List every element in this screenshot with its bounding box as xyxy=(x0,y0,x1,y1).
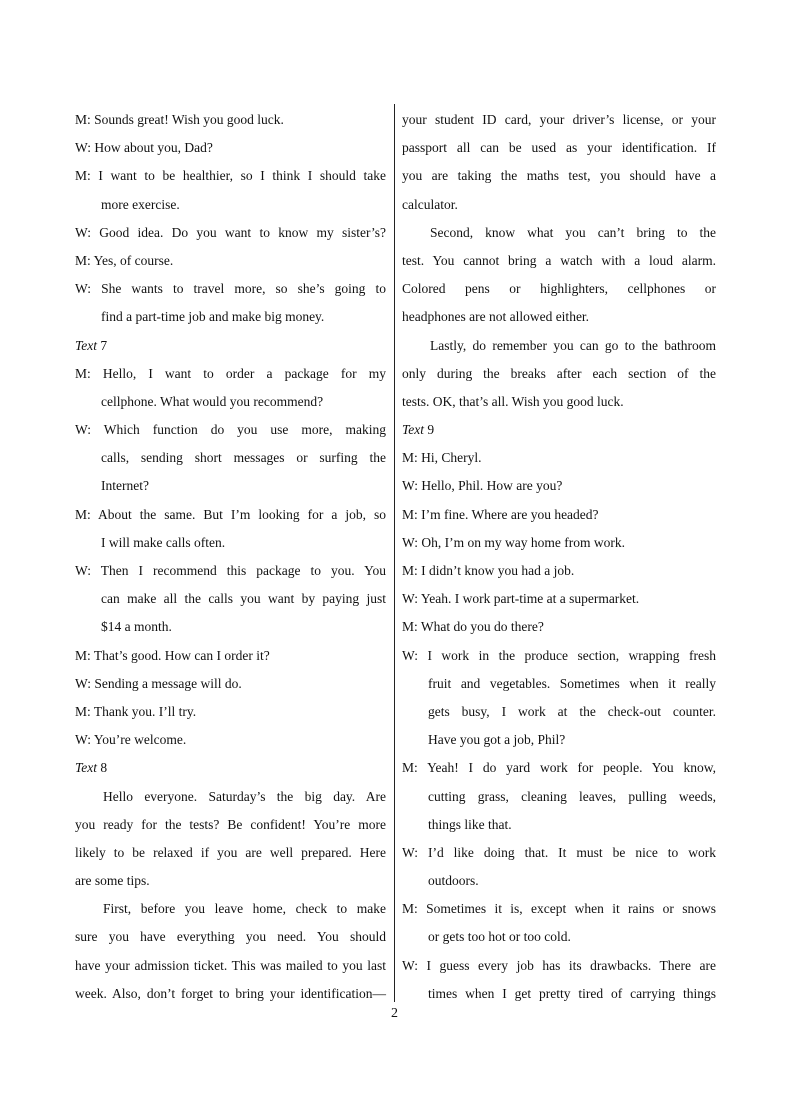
text-line: headphones are not allowed either. xyxy=(402,309,590,325)
text-line: M: Hello, I want to order a package for my xyxy=(75,365,386,381)
text-line: find a part-time job and make big money. xyxy=(101,309,325,325)
text-line: W: Yeah. I work part-time at a supermarket. xyxy=(402,591,640,607)
column-divider xyxy=(394,104,395,1002)
text-line: M: I’m fine. Where are you headed? xyxy=(402,506,599,522)
section-heading xyxy=(75,754,386,782)
text-line: can make all the calls you want by paying just xyxy=(101,591,386,607)
text-line: M: Hi, Cheryl. xyxy=(402,450,482,466)
text-line: passport all can be used as your identification. If xyxy=(402,140,716,156)
text-line: test. You cannot bring a watch with a loud alarm. xyxy=(402,252,716,268)
text-line: W: Hello, Phil. How are you? xyxy=(402,478,563,494)
text-line: are some tips. xyxy=(75,873,150,889)
text-line: outdoors. xyxy=(428,873,479,889)
section-heading-number: 7 xyxy=(100,337,108,353)
text-line: W: Good idea. Do you want to know my sister’s? xyxy=(75,224,386,240)
text-line: M: I want to be healthier, so I think I should take xyxy=(75,168,386,184)
page-number: 2 xyxy=(391,1006,398,1021)
text-line: or gets too hot or too cold. xyxy=(428,929,571,945)
text-line: you are taking the maths test, you should have a xyxy=(402,168,716,184)
text-line: gets busy, I work at the check-out counter. xyxy=(428,703,716,719)
text-line: likely to be relaxed if you are well prepared. Here xyxy=(75,844,386,860)
section-heading xyxy=(402,416,716,444)
text-line: have your admission ticket. This was mailed to you last xyxy=(75,957,386,973)
text-line: Lastly, do remember you can go to the bathroom xyxy=(430,337,716,353)
text-line: only during the breaks after each section of the xyxy=(402,365,716,381)
text-line: First, before you leave home, check to make xyxy=(103,901,386,917)
text-line: M: What do you do there? xyxy=(402,619,544,635)
text-line: M: I didn’t know you had a job. xyxy=(402,563,575,578)
text-line: M: Thank you. I’ll try. xyxy=(75,703,197,719)
text-line: Second, know what you can’t bring to the xyxy=(430,224,716,240)
text-line: your student ID card, your driver’s license, or your xyxy=(402,112,716,127)
text-line: W: Which function do you use more, making xyxy=(75,422,386,438)
text-line: Have you got a job, Phil? xyxy=(428,732,566,748)
text-line: M: Sometimes it is, except when it rains or snows xyxy=(402,901,716,917)
text-line: week. Also, don’t forget to bring your identification— xyxy=(75,985,386,1001)
text-line: W: Sending a message will do. xyxy=(75,675,242,691)
text-line: cellphone. What would you recommend? xyxy=(101,393,324,409)
section-heading xyxy=(75,332,386,360)
section-heading-label: Text xyxy=(75,760,98,776)
text-line: sure you have everything you need. You should xyxy=(75,929,386,945)
text-line: M: Sounds great! Wish you good luck. xyxy=(75,112,284,127)
text-line: Internet? xyxy=(101,478,149,494)
text-line: W: Then I recommend this package to you. You xyxy=(75,563,386,578)
text-line: M: That’s good. How can I order it? xyxy=(75,647,270,663)
section-heading-label: Text xyxy=(75,337,98,353)
text-line: Hello everyone. Saturday’s the big day. Are xyxy=(103,788,386,804)
text-line: M: Yeah! I do yard work for people. You know, xyxy=(402,760,716,776)
text-line: tests. OK, that’s all. Wish you good luck. xyxy=(402,393,624,409)
text-line: W: You’re welcome. xyxy=(75,732,187,748)
text-line: calculator. xyxy=(402,196,458,212)
text-line: W: How about you, Dad? xyxy=(75,140,213,156)
text-line: $14 a month. xyxy=(101,619,172,635)
text-line: you ready for the tests? Be confident! You’re more xyxy=(75,816,386,832)
text-line: M: About the same. But I’m looking for a job, so xyxy=(75,506,386,522)
text-line: calls, sending short messages or surfing the xyxy=(101,450,386,466)
left-column xyxy=(75,106,386,1008)
text-line: W: I guess every job has its drawbacks. There are xyxy=(402,957,716,973)
text-line: more exercise. xyxy=(101,196,180,212)
text-line: M: Yes, of course. xyxy=(75,252,174,268)
text-line: W: I’d like doing that. It must be nice to work xyxy=(402,844,716,860)
text-line: fruit and vegetables. Sometimes when it really xyxy=(428,675,716,691)
text-line: W: Oh, I’m on my way home from work. xyxy=(402,534,625,550)
text-line: Colored pens or highlighters, cellphones or xyxy=(402,281,716,297)
text-line: W: She wants to travel more, so she’s going to xyxy=(75,281,386,297)
text-line: things like that. xyxy=(428,816,512,832)
section-heading-number: 9 xyxy=(427,422,435,438)
right-column xyxy=(402,106,716,1008)
section-heading-number: 8 xyxy=(100,760,108,776)
text-line: cutting grass, cleaning leaves, pulling weeds, xyxy=(428,788,716,804)
text-line: W: I work in the produce section, wrapping fresh xyxy=(402,647,716,663)
text-line: times when I get pretty tired of carrying things xyxy=(428,985,716,1001)
section-heading-label: Text xyxy=(402,422,425,438)
text-line: I will make calls often. xyxy=(101,534,226,550)
